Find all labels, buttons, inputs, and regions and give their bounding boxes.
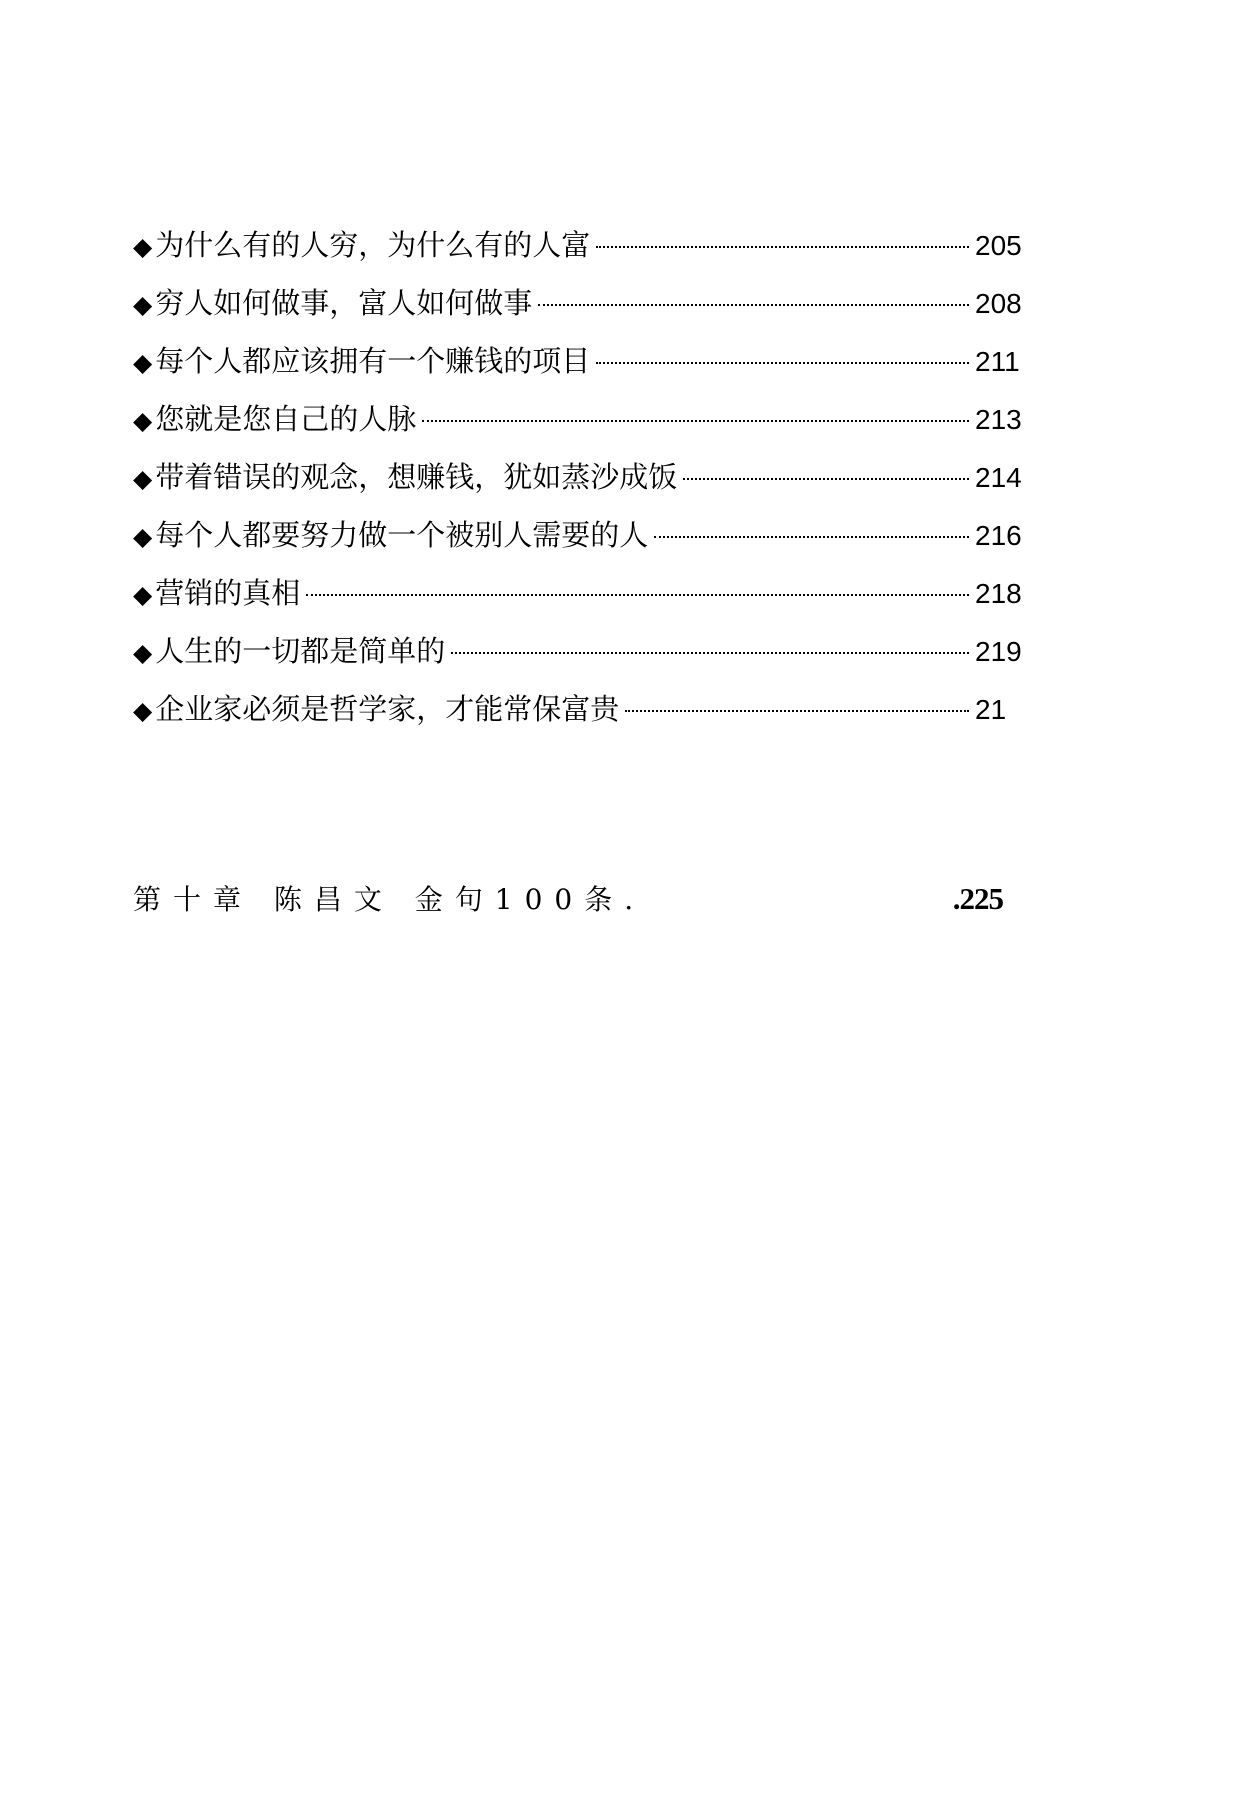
- toc-entry-title: 穷人如何做事，富人如何做事: [155, 286, 533, 320]
- toc-entry[interactable]: [133, 402, 1023, 460]
- toc-entry[interactable]: [133, 286, 1023, 344]
- toc-entry-title: 为什么有的人穷，为什么有的人富: [155, 228, 591, 262]
- table-of-contents: [133, 228, 1023, 750]
- toc-entry[interactable]: [133, 228, 1023, 286]
- diamond-bullet-icon: ◆: [133, 580, 153, 609]
- toc-entry-title: 每个人都要努力做一个被别人需要的人: [155, 518, 649, 552]
- dot-leader: [596, 246, 969, 248]
- toc-entry[interactable]: [133, 634, 1023, 692]
- diamond-bullet-icon: ◆: [133, 696, 153, 725]
- dot-leader: [625, 710, 969, 712]
- toc-entry-title: 企业家必须是哲学家，才能常保富贵: [155, 692, 620, 726]
- dot-leader: [422, 420, 969, 422]
- toc-entry-page: 208: [975, 288, 1022, 319]
- diamond-bullet-icon: ◆: [133, 638, 153, 667]
- dot-leader: [596, 362, 969, 364]
- toc-entry-page: 211: [975, 346, 1020, 377]
- dot-leader: [306, 594, 969, 596]
- toc-entry-title: 您就是您自己的人脉: [155, 402, 417, 436]
- diamond-bullet-icon: ◆: [133, 348, 153, 377]
- toc-entry-title: 人生的一切都是简单的: [155, 634, 446, 668]
- toc-entry[interactable]: [133, 344, 1023, 402]
- diamond-bullet-icon: ◆: [133, 464, 153, 493]
- toc-entry[interactable]: [133, 692, 1023, 750]
- toc-entry[interactable]: [133, 576, 1023, 634]
- chapter-heading[interactable]: [133, 878, 1003, 918]
- diamond-bullet-icon: ◆: [133, 406, 153, 435]
- toc-entry-page: 218: [975, 578, 1022, 609]
- toc-entry[interactable]: [133, 460, 1023, 518]
- chapter-title: 第十章 陈昌文 金句100条.: [133, 883, 646, 916]
- toc-entry-title: 带着错误的观念，想赚钱，犹如蒸沙成饭: [155, 460, 678, 494]
- dot-leader: [451, 652, 969, 654]
- toc-entry-page: 21: [975, 694, 1007, 725]
- dot-leader: [654, 536, 969, 538]
- toc-entry-page: 219: [975, 636, 1022, 667]
- diamond-bullet-icon: ◆: [133, 290, 153, 319]
- chapter-page-number: .225: [952, 881, 1003, 916]
- diamond-bullet-icon: ◆: [133, 232, 153, 261]
- toc-entry-page: 214: [975, 462, 1022, 493]
- dot-leader: [683, 478, 969, 480]
- toc-entry-title: 营销的真相: [155, 576, 301, 610]
- toc-entry[interactable]: [133, 518, 1023, 576]
- toc-entry-page: 213: [975, 404, 1022, 435]
- toc-entry-page: 205: [975, 230, 1022, 261]
- toc-entry-page: 216: [975, 520, 1022, 551]
- diamond-bullet-icon: ◆: [133, 522, 153, 551]
- toc-entry-title: 每个人都应该拥有一个赚钱的项目: [155, 344, 591, 378]
- dot-leader: [538, 304, 969, 306]
